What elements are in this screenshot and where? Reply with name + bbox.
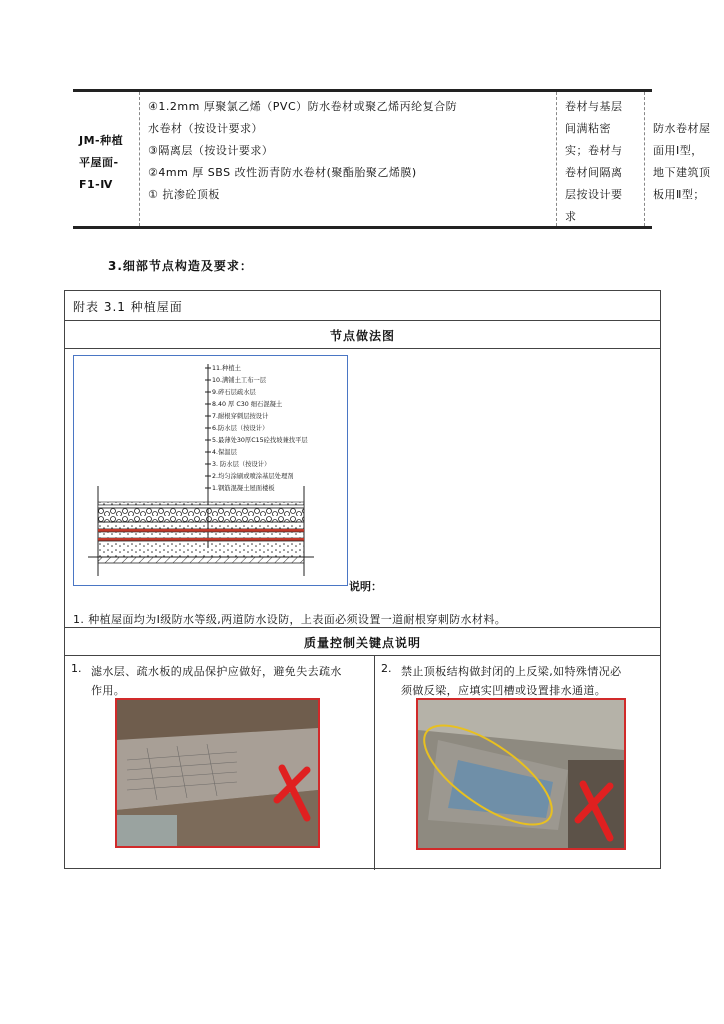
spec-layer-line: ②4mm 厚 SBS 改性沥青防水卷材(聚酯胎聚乙烯膜) — [148, 166, 417, 179]
diagram-header-row — [65, 321, 660, 349]
spec-layers-cell — [140, 92, 557, 226]
qc-item-text — [91, 662, 342, 700]
layer-label: 4.保温层 — [212, 449, 237, 456]
layer-label: 3. 防水层（按设计） — [212, 461, 271, 468]
qc-item-line: 作用。 — [91, 684, 126, 697]
qc-item-number: 1. — [71, 662, 82, 675]
spec-type-line: 地下建筑顶 — [653, 166, 711, 179]
table-caption: 附表 3.1 种植屋面 — [73, 300, 183, 314]
drainage-layer-photo — [115, 698, 320, 848]
spec-layer-line: ③隔离层（按设计要求） — [148, 144, 274, 157]
layer-label: 6.防水层（按设计） — [212, 425, 269, 432]
spec-bonding-line: 间满粘密 — [565, 122, 611, 135]
roof-section-diagram — [73, 355, 348, 586]
note-label: 说明： — [349, 580, 382, 593]
diagram-row — [65, 349, 660, 610]
table-caption-row — [65, 291, 660, 321]
layer-label: 7.耐根穿刺层按设计 — [212, 413, 269, 420]
layer-label: 11.种植土 — [212, 365, 241, 372]
layer-label: 5.最薄处30厚C15砼找坡兼找平层 — [212, 437, 308, 444]
qc-item-line: 须做反梁，应填实凹槽或设置排水通道。 — [401, 684, 607, 697]
qc-item-text — [401, 662, 622, 700]
diagram-header: 节点做法图 — [329, 329, 395, 343]
qc-items-row — [65, 656, 660, 870]
qc-item — [65, 656, 375, 870]
section-heading: 3.细部节点构造及要求： — [108, 259, 253, 273]
spec-layer-line: 水卷材（按设计要求） — [148, 122, 263, 135]
qc-item-number: 2. — [381, 662, 392, 675]
upturned-beam-photo — [416, 698, 626, 850]
layer-label: 8.40 厚 C30 细石混凝土 — [212, 401, 283, 408]
spec-type-line: 面用Ⅰ型， — [653, 144, 703, 157]
qc-item — [375, 656, 662, 870]
spec-layer-line: ④1.2mm 厚聚氯乙烯（PVC）防水卷材或聚乙烯丙纶复合防 — [148, 100, 458, 113]
roof-section-drawing — [74, 356, 347, 585]
spec-bonding-line: 卷材间隔离 — [565, 166, 623, 179]
spec-code-line: JM-种植 — [79, 134, 124, 147]
spec-code-line: F1-Ⅳ — [79, 178, 113, 191]
spec-type-line: 板用Ⅱ型； — [653, 188, 705, 201]
spec-code-cell — [73, 92, 140, 226]
qc-header: 质量控制关键点说明 — [303, 636, 421, 650]
qc-item-line: 滤水层、疏水板的成品保护应做好，避免失去疏水 — [91, 665, 342, 678]
layer-label: 1.钢筋混凝土屋面楼板 — [212, 485, 275, 492]
spec-type-line: 防水卷材屋 — [653, 122, 711, 135]
spec-bonding-line: 实；卷材与 — [565, 144, 623, 157]
qc-item-line: 禁止顶板结构做封闭的上反梁,如特殊情况必 — [401, 665, 622, 678]
spec-bonding-line: 卷材与基层 — [565, 100, 623, 113]
layer-label: 9.碎石层疏水层 — [212, 389, 256, 396]
spec-code-line: 平屋面- — [79, 156, 119, 169]
note-text: 1. 种植屋面均为Ⅰ级防水等级,两道防水设防，上表面必须设置一道耐根穿刺防水材料。 — [73, 613, 507, 626]
layer-label: 2.均匀涂刷或喷涂基层处理剂 — [212, 473, 294, 480]
spec-layer-line: ① 抗渗砼顶板 — [148, 188, 220, 201]
layer-label: 10.满铺土工布一层 — [212, 377, 267, 384]
note-row — [65, 610, 660, 628]
spec-bonding-cell — [557, 92, 645, 226]
spec-bonding-line: 求 — [565, 210, 577, 223]
spec-type-cell — [645, 92, 724, 226]
node-detail-table — [64, 290, 661, 869]
spec-table — [73, 89, 711, 229]
spec-bonding-line: 层按设计要 — [565, 188, 623, 201]
qc-header-row — [65, 628, 660, 656]
